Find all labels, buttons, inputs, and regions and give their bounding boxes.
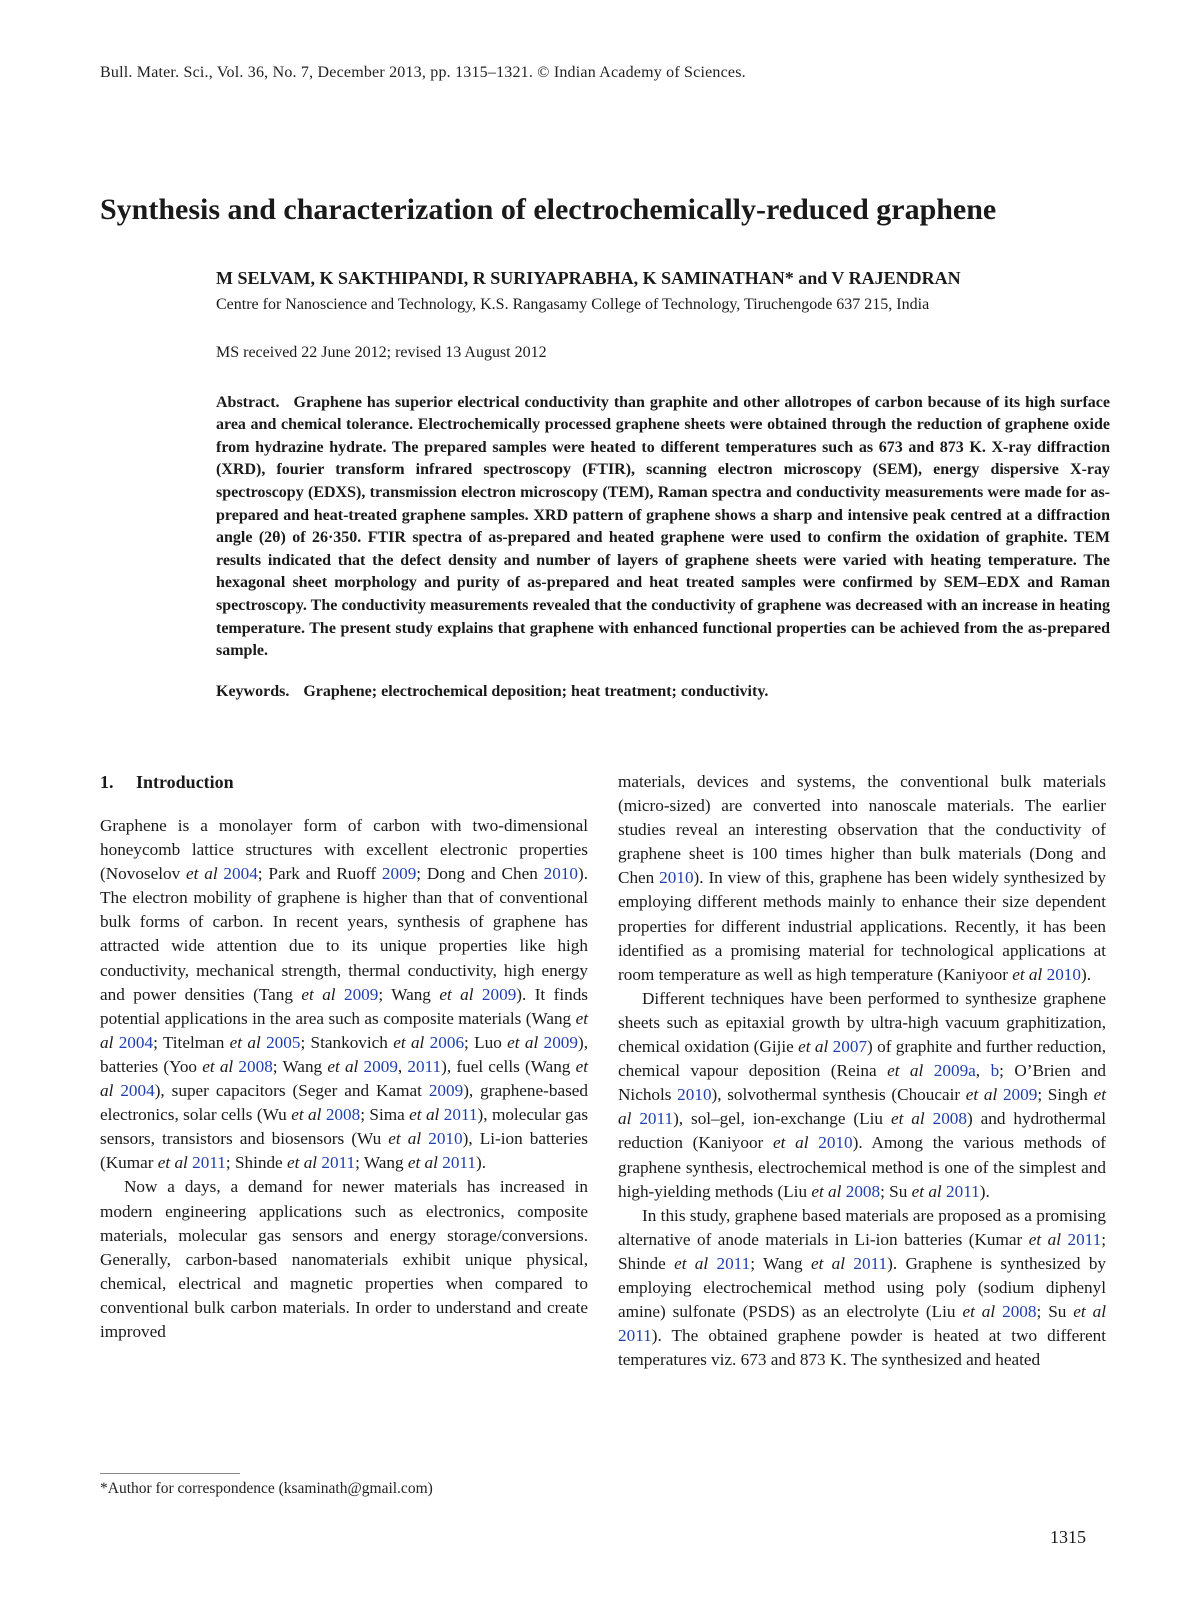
et-al-text: et al [962,1302,996,1322]
citation-link[interactable]: 2008 [932,1109,967,1129]
left-column [100,770,588,1344]
citation-link[interactable]: 2011 [192,1153,226,1173]
citation-link[interactable]: 2008 [238,1056,273,1076]
citation-link[interactable]: 2009 [1002,1085,1038,1105]
citation-link[interactable]: 2006 [429,1032,465,1052]
et-al-text: et al [439,984,474,1004]
section-number: 1. [100,772,114,792]
citation-link[interactable]: 2011 [946,1181,980,1201]
author-list: M SELVAM, K SAKTHIPANDI, R SURIYAPRABHA, K SAMINATHAN* and V RAJENDRAN [216,268,961,288]
et-al-text: et al [327,1056,359,1076]
citation-link[interactable]: 2004 [223,864,258,884]
et-al-text: et al [407,1153,438,1173]
et-al-text: et al [810,1253,846,1273]
et-al-text: et al [965,1085,998,1105]
received-dates: MS received 22 June 2012; revised 13 August 2012 [216,343,547,361]
citation-link[interactable]: 2008 [1002,1302,1037,1322]
citation-link[interactable]: 2007 [832,1037,868,1057]
citation-link[interactable]: 2011 [716,1253,751,1273]
citation-link[interactable]: 2010 [428,1129,463,1149]
et-al-text: et al [100,1056,588,1101]
citation-link[interactable]: 2010 [659,868,694,888]
et-al-text: et al [890,1109,925,1129]
body-paragraph: materials, devices and systems, the conventional bulk materials (micro-sized) are converted into nanoscale materials. The earlier studies reveal an interesting observation that the conductivity of graphene sheet is 100 times higher than bulk materials (Dong and Chen 2010). In view of this, graphene has been widely synthesized by employing different methods mainly to enhance their size dependent properties for different industrial applications. Recently, it has been identified as a promising material for technological applications at room temperature as well as high temperature (Kaniyoor et al 2010). [618,772,1107,984]
et-al-text: et al [186,864,218,884]
citation-link[interactable]: 2009 [543,1032,578,1052]
footnote-divider [100,1473,240,1474]
abstract-label: Abstract. [216,393,280,411]
et-al-text: et al [811,1181,842,1201]
body-paragraph: Now a days, a demand for newer materials has increased in modern engineering applications such as electronics, composite materials, molecular gas sensors and energy storage/conversions. Generally, carbon-based nanomaterials exhibit unique physical, chemical, electrical and magnetic properties when compared to conventional bulk carbon materials. In order to understand and create improved [100,1177,588,1341]
abstract-text: Graphene has superior electrical conductivity than graphite and other allotropes of carbon because of its high surface area and chemical tolerance. Electrochemically processed graphene sheets were obtained through the reduction of graphene oxide from hydrazine hydrate. The prepared samples were heated to different temperatures such as 673 and 873 K. X-ray diffraction (XRD), fourier transform infrared spectroscopy (FTIR), scanning electron microscopy (SEM), energy dispersive X-ray spectroscopy (EDXS), transmission electron microscopy (TEM), Raman spectra and conductivity measurements were made for as-prepared and heat-treated graphene samples. XRD pattern of graphene shows a sharp and intensive peak centred at a diffraction angle (2θ) of 26·350. FTIR spectra of as-prepared and heated graphene were used to confirm the oxidation of graphite. TEM results indicated that the defect density and number of layers of graphene sheets were varied with heating temperature. The hexagonal sheet morphology and purity of as-prepared and heat treated samples were confirmed by SEM–EDX and Raman spectroscopy. The conductivity measurements revealed that the conductivity of graphene was decreased with an increase in heating temperature. The present study explains that graphene with enhanced functional properties can be achieved from the as-prepared sample. [216,393,1110,660]
abstract [216,392,1110,663]
front-matter [216,268,1110,701]
citation-link[interactable]: 2010 [1046,964,1081,984]
citation-link[interactable]: 2008 [845,1181,881,1201]
citation-link[interactable]: 2004 [120,1081,155,1101]
citation-link[interactable]: 2009 [343,984,379,1004]
et-al-text: et al [202,1056,234,1076]
citation-link[interactable]: 2010 [543,864,578,884]
et-al-text: et al [1028,1229,1061,1249]
citation-link[interactable]: 2011 [443,1105,478,1125]
section-title: Introduction [136,772,234,792]
citation-link[interactable]: 2009 [428,1081,464,1101]
citation-link[interactable]: 2009 [381,864,417,884]
citation-link[interactable]: 2011 [321,1153,356,1173]
paper-title: Synthesis and characterization of electrochemically-reduced graphene [100,193,997,226]
citation-link[interactable]: 2004 [118,1032,154,1052]
et-al-text: et al [674,1253,709,1273]
affiliation: Centre for Nanoscience and Technology, K.S. Rangasamy College of Technology, Tiruchengode 637 215, India [216,295,930,313]
citation-link[interactable]: 2009 [481,984,517,1004]
et-al-text: et al [301,984,336,1004]
et-al-text: et al [507,1032,539,1052]
et-al-text: et al [887,1061,924,1081]
et-al-text: et al [1073,1302,1106,1322]
et-al-text: et al [798,1037,829,1057]
et-al-text: et al [773,1133,809,1153]
et-al-text: et al [409,1105,440,1125]
citation-link[interactable]: 2011 [442,1153,476,1173]
body-paragraph: Different techniques have been performed to synthesize graphene sheets such as epitaxial growth by ultra-high vacuum graphitization, chemical oxidation (Gijie et al 2007) of graphite and further reduction, chemical vapour deposition (Reina et al 2009a, b; O’Brien and Nichols 2010), solvothermal synthesis (Choucair et al 2009; Singh et al 2011), sol–gel, ion-exchange (Liu et al 2008) and hydrothermal reduction (Kaniyoor et al 2010). Among the various methods of graphene synthesis, electrochemical method is one of the simplest and high-yielding methods (Liu et al 2008; Su et al 2011). [618,988,1107,1201]
journal-citation-header: Bull. Mater. Sci., Vol. 36, No. 7, December 2013, pp. 1315–1321. © Indian Academy of Sciences. [100,64,746,81]
right-column [618,770,1106,1372]
citation-link[interactable]: b [990,1061,1000,1081]
section-heading [100,770,588,794]
footnote: *Author for correspondence (ksaminath@gmail.com) [100,1480,433,1497]
body-paragraph: Graphene is a monolayer form of carbon with two-dimensional honeycomb lattice structures with excellent electronic properties (Novoselov et al 2004; Park and Ruoff 2009; Dong and Chen 2010). The electron mobility of graphene is higher than that of conventional bulk forms of carbon. In recent years, synthesis of graphene has attracted wide attention due to its unique properties like high conductivity, mechanical strength, thermal conductivity, high energy and power densities (Tang et al 2009; Wang et al 2009). It finds potential applications in the area such as composite materials (Wang et al 2004; Titelman et al 2005; Stankovich et al 2006; Luo et al 2009), batteries (Yoo et al 2008; Wang et al 2009, 2011), fuel cells (Wang et al 2004), super capacitors (Seger and Kamat 2009), graphene-based electronics, solar cells (Wu et al 2008; Sima et al 2011), molecular gas sensors, transistors and biosensors (Wu et al 2010), Li-ion batteries (Kumar et al 2011; Shinde et al 2011; Wang et al 2011). [100,816,589,1173]
citation-link[interactable]: 2011 [407,1056,442,1076]
et-al-text: et al [388,1129,422,1149]
et-al-text: et al [100,1008,588,1052]
et-al-text: et al [911,1181,942,1201]
et-al-text: et al [157,1153,188,1173]
keywords-label: Keywords. [216,682,290,700]
keywords [216,683,1110,701]
et-al-text: et al [1012,964,1043,984]
citation-link[interactable]: 2008 [325,1105,361,1125]
citation-link[interactable]: 2011 [853,1253,888,1273]
citation-link[interactable]: 2011 [1067,1229,1102,1249]
et-al-text: et al [229,1032,261,1052]
body-paragraph: In this study, graphene based materials are proposed as a promising alternative of anode materials in Li-ion batteries (Kumar et al 2011; Shinde et al 2011; Wang et al 2011). Graphene is synthesized by employing electrochemical method using poly (sodium diphenyl amine) sulfonate (PSDS) as an electrolyte (Liu et al 2008; Su et al 2011). The obtained graphene powder is heated at two different temperatures viz. 673 and 873 K. The synthesized and heated [618,1205,1107,1370]
et-al-text: et al [287,1153,318,1173]
citation-link[interactable]: 2009a [933,1061,976,1081]
citation-link[interactable]: 2010 [818,1133,853,1153]
citation-link[interactable]: 2011 [639,1109,674,1129]
et-al-text: et al [618,1085,1106,1129]
citation-link[interactable]: 2009 [363,1056,398,1076]
citation-link[interactable]: 2011 [618,1326,652,1346]
citation-link[interactable]: 2005 [266,1032,301,1052]
et-al-text: et al [291,1105,322,1125]
et-al-text: et al [393,1032,425,1052]
page-number: 1315 [1050,1527,1086,1547]
keywords-text: Graphene; electrochemical deposition; heat treatment; conductivity. [303,682,769,700]
citation-link[interactable]: 2010 [677,1085,712,1105]
